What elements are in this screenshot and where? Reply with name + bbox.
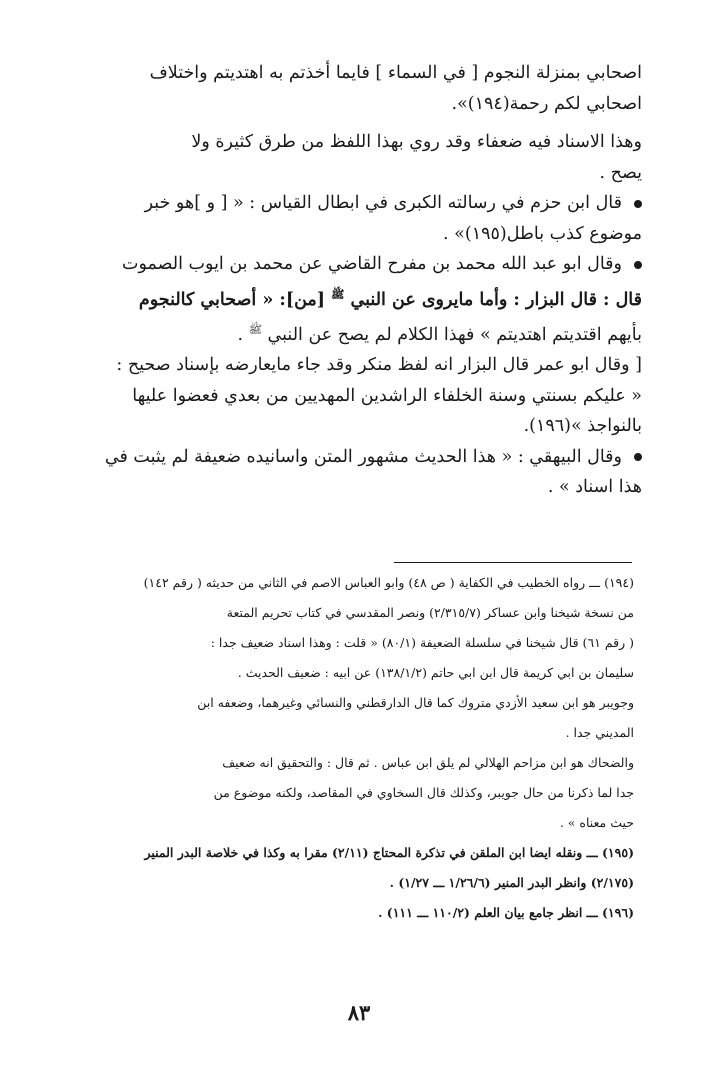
paragraph-6 bbox=[76, 442, 642, 503]
text-line: موضوع كذب باطل(١٩٥)» . bbox=[443, 223, 642, 244]
salla-ligature: ﷺ bbox=[248, 322, 262, 336]
footnote-196 bbox=[82, 898, 634, 928]
footnote-line: وجويبر هو ابن سعيد الأزدي متروك كما قال الدارقطني والنسائي وغيرهما، وضعفه ابن bbox=[197, 695, 634, 710]
footnote-line: ( رقم ٦١) قال شيخنا في سلسلة الضعيفة (٨٠/١) « قلت : وهذا اسناد ضعيف جدا : bbox=[210, 635, 634, 650]
text-line: [ وقال ابو عمر قال البزار انه لفظ منكر وقد جاء مايعارضه بإسناد صحيح : bbox=[116, 355, 642, 376]
text-line: [من]: « أصحابي كالنجوم bbox=[138, 289, 332, 310]
footnote-line: (١٩٤) ـــ رواه الخطيب في الكفاية ( ص ٤٨) وابو العباس الاصم في الثاني من حديثه ( رقم ١٤٢) bbox=[143, 575, 634, 590]
bullet-icon bbox=[634, 200, 642, 208]
text-line: اصحابي لكم رحمة(١٩٤)». bbox=[451, 93, 642, 114]
footnotes bbox=[82, 568, 634, 928]
paragraph-5 bbox=[76, 350, 642, 442]
text-line: وقال ابو عبد الله محمد بن مفرح القاضي عن محمد بن ايوب الصموت bbox=[121, 254, 622, 274]
text-line: وهذا الاسناد فيه ضعفاء وقد روي بهذا اللفظ من طرق كثيرة ولا bbox=[191, 132, 642, 152]
text-line: . bbox=[237, 324, 249, 345]
footnote-line: (١٩٥) ـــ ونقله ايضا ابن الملقن في تذكرة المحتاج (٢/١١) مقرا به وكذا في خلاصة البدر المنير bbox=[144, 845, 634, 860]
page-number: ٨٣ bbox=[347, 1000, 371, 1025]
text-line: بالنواجذ »(١٩٦). bbox=[523, 416, 642, 437]
salla-ligature: ﷺ bbox=[331, 287, 345, 301]
main-text bbox=[76, 58, 642, 503]
paragraph-2 bbox=[76, 127, 642, 188]
footnote-line: سليمان بن ابي كريمة قال ابن ابي حاتم (١٣٨/١/٢) عن ابيه : ضعيف الحديث . bbox=[237, 665, 634, 680]
paragraph-3 bbox=[76, 188, 642, 249]
bullet-icon bbox=[634, 453, 642, 461]
footnote-line: حيث معناه » . bbox=[559, 815, 634, 830]
footnote-line: من نسخة شيخنا وابن عساكر (٢/٣١٥/٧) ونصر المقدسي في كتاب تحريم المتعة bbox=[226, 605, 634, 620]
text-line: وقال البيهقي : « هذا الحديث مشهور المتن واسانيده ضعيفة لم يثبت في bbox=[104, 446, 622, 467]
text-line: اصحابي بمنزلة النجوم [ في السماء ] فايما أخذتم به اهتديتم واختلاف bbox=[149, 63, 642, 83]
footnote-line: (١٩٦) ـــ انظر جامع بيان العلم (١١٠/٢ ـــ ١١١) . bbox=[378, 905, 634, 920]
text-line: قال ابن حزم في رسالته الكبرى في ابطال القياس : « [ و ]هو خبر bbox=[144, 193, 622, 213]
footnote-194 bbox=[82, 568, 634, 838]
text-line: هذا اسناد » . bbox=[547, 477, 642, 498]
footnote-line: المديني جدا . bbox=[565, 725, 634, 740]
text-line: « عليكم بسنتي وسنة الخلفاء الراشدين المهديين من بعدي فعضوا عليها bbox=[132, 385, 642, 406]
footnote-divider bbox=[394, 562, 632, 563]
text-line: بأيهم اقتديتم اهتديتم » فهذا الكلام لم يصح عن النبي bbox=[261, 324, 642, 345]
footnote-line: جدا لما ذكرنا من حال جويبر، وكذلك قال السخاوي في المقاصد، ولكنه موضوع من bbox=[213, 785, 634, 800]
text-line: قال : قال البزار : وأما مايروى عن النبي bbox=[344, 289, 642, 310]
text-line: يصح . bbox=[599, 162, 642, 183]
footnote-line: (٢/١٧٥) وانظر البدر المنير (١/٢٦/٦ ـــ ١/٢٧) . bbox=[389, 875, 634, 890]
footnote-line: والضحاك هو ابن مزاحم الهلالي لم يلق ابن عباس . ثم قال : والتحقيق انه ضعيف bbox=[222, 755, 634, 770]
bullet-icon bbox=[634, 261, 642, 269]
paragraph-1 bbox=[76, 58, 642, 119]
footnote-195 bbox=[82, 838, 634, 898]
paragraph-4 bbox=[76, 249, 642, 350]
